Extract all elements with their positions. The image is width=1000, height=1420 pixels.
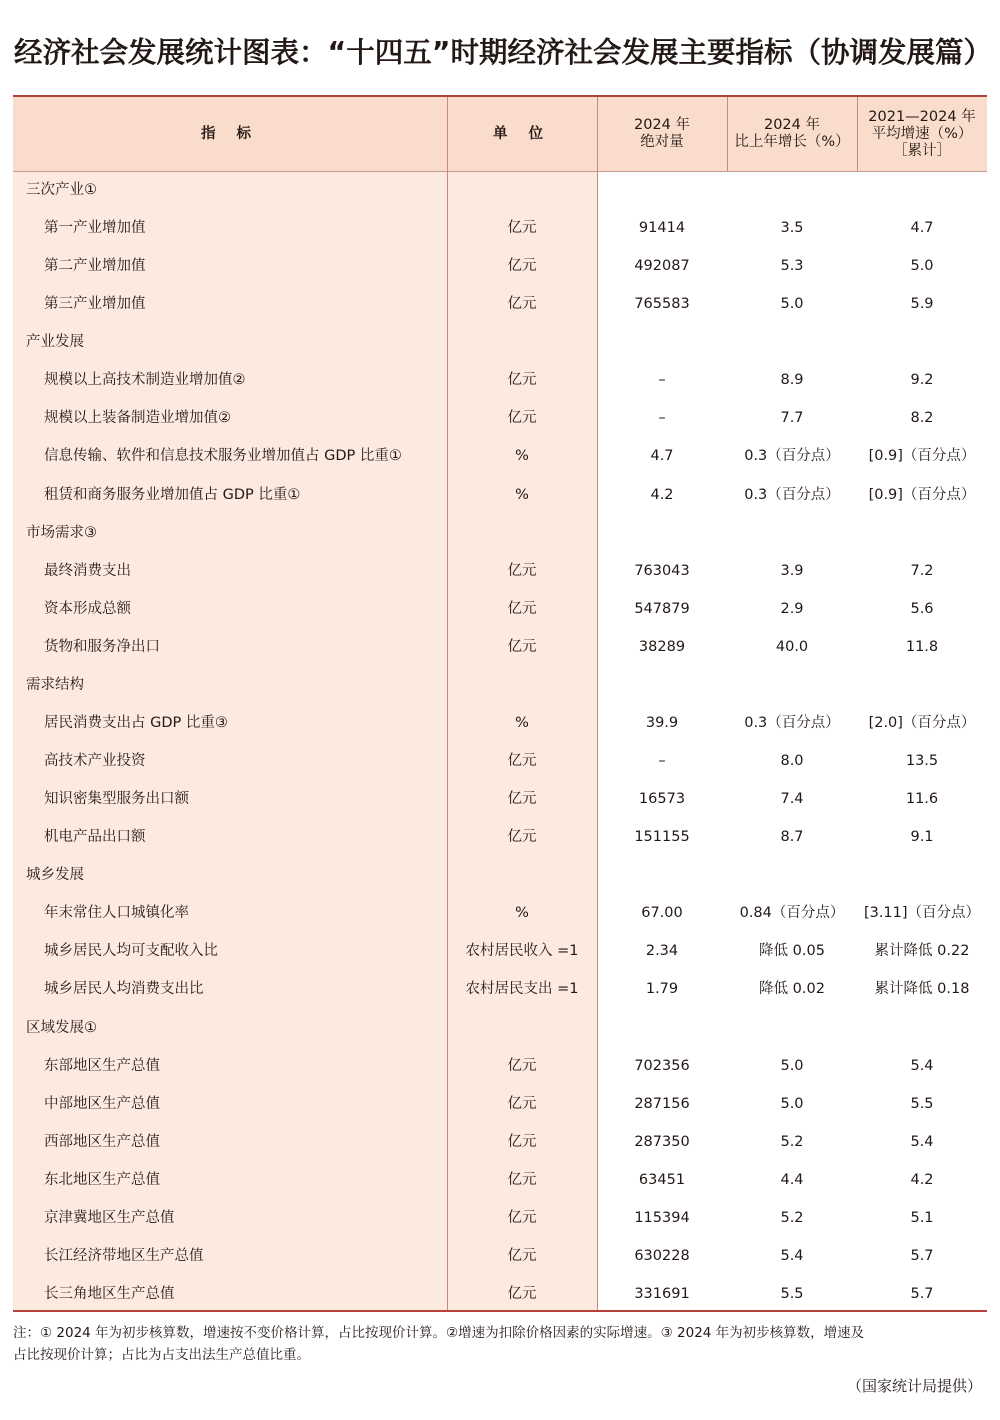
table-row bbox=[13, 704, 987, 742]
table-row bbox=[13, 1161, 987, 1199]
growth-average-cell: 9.1 bbox=[910, 829, 934, 846]
table-row bbox=[13, 894, 987, 932]
absolute-value-cell: – bbox=[658, 372, 666, 389]
growth-average-cell: [0.9]（百分点） bbox=[868, 448, 976, 465]
unit-cell: 亿元 bbox=[507, 296, 537, 313]
absolute-value-cell: 547879 bbox=[634, 600, 690, 617]
absolute-value-cell: 115394 bbox=[634, 1209, 690, 1226]
indicator-name: 规模以上高技术制造业增加值② bbox=[44, 372, 246, 389]
unit-cell: 亿元 bbox=[507, 1171, 537, 1188]
growth-average-cell: 累计降低 0.18 bbox=[874, 981, 970, 998]
indicator-name: 最终消费支出 bbox=[44, 562, 131, 579]
growth-average-cell: 9.2 bbox=[910, 372, 934, 389]
growth-2024-cell: 7.7 bbox=[780, 410, 804, 427]
growth-average-cell: 4.7 bbox=[910, 220, 934, 237]
growth-2024-cell: 0.3（百分点） bbox=[744, 448, 840, 465]
absolute-value-cell: 91414 bbox=[638, 220, 686, 237]
unit-cell: 亿元 bbox=[507, 1209, 537, 1226]
indicator-name: 知识密集型服务出口额 bbox=[44, 791, 189, 808]
growth-2024-cell: 降低 0.05 bbox=[759, 943, 825, 960]
growth-average-cell: 5.4 bbox=[910, 1133, 934, 1150]
unit-cell: % bbox=[515, 905, 529, 922]
unit-cell: 亿元 bbox=[507, 1095, 537, 1112]
absolute-value-cell: 287156 bbox=[634, 1095, 690, 1112]
indicator-name: 第二产业增加值 bbox=[44, 258, 146, 275]
growth-average-cell: 5.6 bbox=[910, 600, 934, 617]
table-row bbox=[13, 361, 987, 399]
footnotes bbox=[13, 1322, 987, 1366]
absolute-value-cell: 702356 bbox=[634, 1057, 690, 1074]
table-row bbox=[13, 1085, 987, 1123]
growth-2024-cell: 5.3 bbox=[780, 258, 804, 275]
footnote-line: 注：① 2024 年为初步核算数，增速按不变价格计算，占比按现价计算。②增速为扣除价格因素的实际增速。③ 2024 年为初步核算数，增速及 bbox=[13, 1325, 865, 1341]
header-indicator: 指 标 bbox=[200, 125, 260, 142]
indicator-name: 东北地区生产总值 bbox=[44, 1171, 160, 1188]
table-row bbox=[13, 1275, 987, 1313]
table-row bbox=[13, 742, 987, 780]
indicator-name: 第三产业增加值 bbox=[44, 296, 146, 313]
growth-2024-cell: 0.3（百分点） bbox=[744, 486, 840, 503]
growth-2024-cell: 8.9 bbox=[780, 372, 804, 389]
growth-2024-cell: 5.4 bbox=[780, 1247, 804, 1264]
growth-2024-cell: 5.0 bbox=[780, 296, 804, 313]
section-row bbox=[13, 666, 987, 704]
indicator-table bbox=[13, 95, 987, 1313]
absolute-value-cell: 331691 bbox=[634, 1286, 690, 1303]
unit-cell: % bbox=[515, 448, 529, 465]
section-label: 三次产业① bbox=[26, 182, 97, 198]
growth-average-cell: 累计降低 0.22 bbox=[874, 943, 970, 960]
absolute-value-cell: 630228 bbox=[634, 1247, 690, 1264]
table-row bbox=[13, 932, 987, 970]
unit-cell: 亿元 bbox=[507, 258, 537, 275]
absolute-value-cell: 763043 bbox=[634, 562, 690, 579]
table-bottom-border bbox=[13, 1310, 987, 1312]
indicator-name: 东部地区生产总值 bbox=[44, 1057, 160, 1074]
indicator-name: 京津冀地区生产总值 bbox=[44, 1209, 175, 1226]
growth-2024-cell: 8.7 bbox=[780, 829, 804, 846]
growth-2024-cell: 5.2 bbox=[780, 1133, 804, 1150]
growth-2024-cell: 5.0 bbox=[780, 1095, 804, 1112]
growth-2024-cell: 40.0 bbox=[775, 638, 809, 655]
table-row bbox=[13, 590, 987, 628]
growth-average-cell: 11.6 bbox=[905, 791, 939, 808]
unit-cell: 亿元 bbox=[507, 791, 537, 808]
indicator-name: 年末常住人口城镇化率 bbox=[44, 905, 189, 922]
indicator-name: 资本形成总额 bbox=[44, 600, 131, 617]
indicator-name: 规模以上装备制造业增加值② bbox=[44, 410, 231, 427]
growth-average-cell: 13.5 bbox=[905, 753, 939, 770]
growth-2024-cell: 降低 0.02 bbox=[759, 981, 825, 998]
table-row bbox=[13, 476, 987, 514]
indicator-name: 西部地区生产总值 bbox=[44, 1133, 160, 1150]
section-label: 区域发展① bbox=[26, 1019, 97, 1036]
section-row bbox=[13, 323, 987, 361]
section-label: 市场需求③ bbox=[26, 524, 97, 541]
table-row bbox=[13, 1237, 987, 1275]
indicator-name: 长江经济带地区生产总值 bbox=[44, 1247, 204, 1264]
absolute-value-cell: 287350 bbox=[634, 1133, 690, 1150]
unit-cell: 亿元 bbox=[507, 562, 537, 579]
indicator-name: 机电产品出口额 bbox=[44, 829, 146, 846]
indicator-name: 信息传输、软件和信息技术服务业增加值占 GDP 比重① bbox=[44, 448, 402, 465]
table-row bbox=[13, 247, 987, 285]
indicator-name: 高技术产业投资 bbox=[44, 753, 146, 770]
growth-average-cell: 5.7 bbox=[910, 1247, 934, 1264]
unit-cell: 亿元 bbox=[507, 600, 537, 617]
absolute-value-cell: 16573 bbox=[638, 791, 686, 808]
table-row bbox=[13, 970, 987, 1008]
section-row bbox=[13, 856, 987, 894]
unit-cell: 亿元 bbox=[507, 1286, 537, 1303]
growth-average-cell: 7.2 bbox=[910, 562, 934, 579]
table-row bbox=[13, 818, 987, 856]
growth-average-cell: 5.5 bbox=[910, 1095, 934, 1112]
table-row bbox=[13, 1123, 987, 1161]
header-growth-avg: 2021—2024 年 平均增速（%） ［累计］ bbox=[868, 108, 976, 159]
unit-cell: 亿元 bbox=[507, 1247, 537, 1264]
section-label: 需求结构 bbox=[26, 676, 84, 693]
absolute-value-cell: 151155 bbox=[634, 829, 690, 846]
growth-average-cell: 5.9 bbox=[910, 296, 934, 313]
absolute-value-cell: 2.34 bbox=[645, 943, 679, 960]
indicator-name: 货物和服务净出口 bbox=[44, 638, 160, 655]
indicator-name: 城乡居民人均可支配收入比 bbox=[44, 943, 218, 960]
unit-cell: 亿元 bbox=[507, 638, 537, 655]
table-row bbox=[13, 437, 987, 475]
absolute-value-cell: 38289 bbox=[638, 638, 686, 655]
unit-cell: 亿元 bbox=[507, 410, 537, 427]
growth-average-cell: 5.0 bbox=[910, 258, 934, 275]
section-row bbox=[13, 171, 987, 209]
absolute-value-cell: – bbox=[658, 410, 666, 427]
indicator-name: 第一产业增加值 bbox=[44, 220, 146, 237]
indicator-name: 中部地区生产总值 bbox=[44, 1095, 160, 1112]
growth-2024-cell: 5.2 bbox=[780, 1209, 804, 1226]
growth-2024-cell: 5.5 bbox=[780, 1286, 804, 1303]
table-row bbox=[13, 780, 987, 818]
absolute-value-cell: 4.7 bbox=[650, 448, 674, 465]
growth-2024-cell: 4.4 bbox=[780, 1171, 804, 1188]
unit-cell: 亿元 bbox=[507, 829, 537, 846]
table-row bbox=[13, 1047, 987, 1085]
growth-average-cell: [2.0]（百分点） bbox=[868, 714, 976, 731]
source-credit: （国家统计局提供） bbox=[846, 1377, 982, 1395]
absolute-value-cell: 67.00 bbox=[641, 905, 683, 922]
section-row bbox=[13, 514, 987, 552]
growth-2024-cell: 7.4 bbox=[780, 791, 804, 808]
unit-cell: 农村居民收入 =1 bbox=[465, 943, 579, 960]
footnote-line: 占比按现价计算；占比为占支出法生产总值比重。 bbox=[13, 1347, 310, 1363]
table-row bbox=[13, 628, 987, 666]
growth-2024-cell: 3.9 bbox=[780, 562, 804, 579]
growth-average-cell: 5.4 bbox=[910, 1057, 934, 1074]
header-absolute: 2024 年 绝对量 bbox=[633, 117, 690, 150]
header-growth-2024: 2024 年 比上年增长（%） bbox=[734, 117, 850, 150]
growth-average-cell: 8.2 bbox=[910, 410, 934, 427]
section-label: 产业发展 bbox=[26, 334, 84, 351]
absolute-value-cell: 492087 bbox=[634, 258, 690, 275]
absolute-value-cell: 39.9 bbox=[645, 714, 679, 731]
absolute-value-cell: – bbox=[658, 753, 666, 770]
unit-cell: 农村居民支出 =1 bbox=[465, 981, 579, 998]
page-title: 经济社会发展统计图表：“十四五”时期经济社会发展主要指标（协调发展篇） bbox=[14, 36, 992, 69]
indicator-name: 长三角地区生产总值 bbox=[44, 1286, 175, 1303]
growth-2024-cell: 2.9 bbox=[780, 600, 804, 617]
growth-average-cell: 4.2 bbox=[910, 1171, 934, 1188]
table-row bbox=[13, 1199, 987, 1237]
table-row bbox=[13, 209, 987, 247]
growth-2024-cell: 3.5 bbox=[780, 220, 804, 237]
growth-2024-cell: 5.0 bbox=[780, 1057, 804, 1074]
growth-2024-cell: 8.0 bbox=[780, 753, 804, 770]
growth-average-cell: [3.11]（百分点） bbox=[863, 905, 981, 922]
growth-average-cell: [0.9]（百分点） bbox=[868, 486, 976, 503]
indicator-name: 居民消费支出占 GDP 比重③ bbox=[44, 714, 228, 731]
unit-cell: 亿元 bbox=[507, 220, 537, 237]
absolute-value-cell: 4.2 bbox=[650, 486, 674, 503]
growth-2024-cell: 0.84（百分点） bbox=[739, 905, 845, 922]
unit-cell: 亿元 bbox=[507, 372, 537, 389]
header-unit: 单 位 bbox=[492, 125, 552, 142]
unit-cell: 亿元 bbox=[507, 1057, 537, 1074]
unit-cell: % bbox=[515, 486, 529, 503]
table-row bbox=[13, 285, 987, 323]
growth-average-cell: 11.8 bbox=[905, 638, 939, 655]
table-row bbox=[13, 399, 987, 437]
growth-average-cell: 5.1 bbox=[910, 1209, 934, 1226]
unit-cell: % bbox=[515, 714, 529, 731]
growth-2024-cell: 0.3（百分点） bbox=[744, 714, 840, 731]
absolute-value-cell: 765583 bbox=[634, 296, 690, 313]
unit-cell: 亿元 bbox=[507, 753, 537, 770]
absolute-value-cell: 63451 bbox=[638, 1171, 686, 1188]
unit-cell: 亿元 bbox=[507, 1133, 537, 1150]
section-row bbox=[13, 1009, 987, 1047]
growth-average-cell: 5.7 bbox=[910, 1286, 934, 1303]
section-label: 城乡发展 bbox=[26, 867, 84, 884]
indicator-name: 租赁和商务服务业增加值占 GDP 比重① bbox=[44, 486, 301, 503]
table-row bbox=[13, 552, 987, 590]
absolute-value-cell: 1.79 bbox=[645, 981, 679, 998]
indicator-name: 城乡居民人均消费支出比 bbox=[44, 981, 204, 998]
